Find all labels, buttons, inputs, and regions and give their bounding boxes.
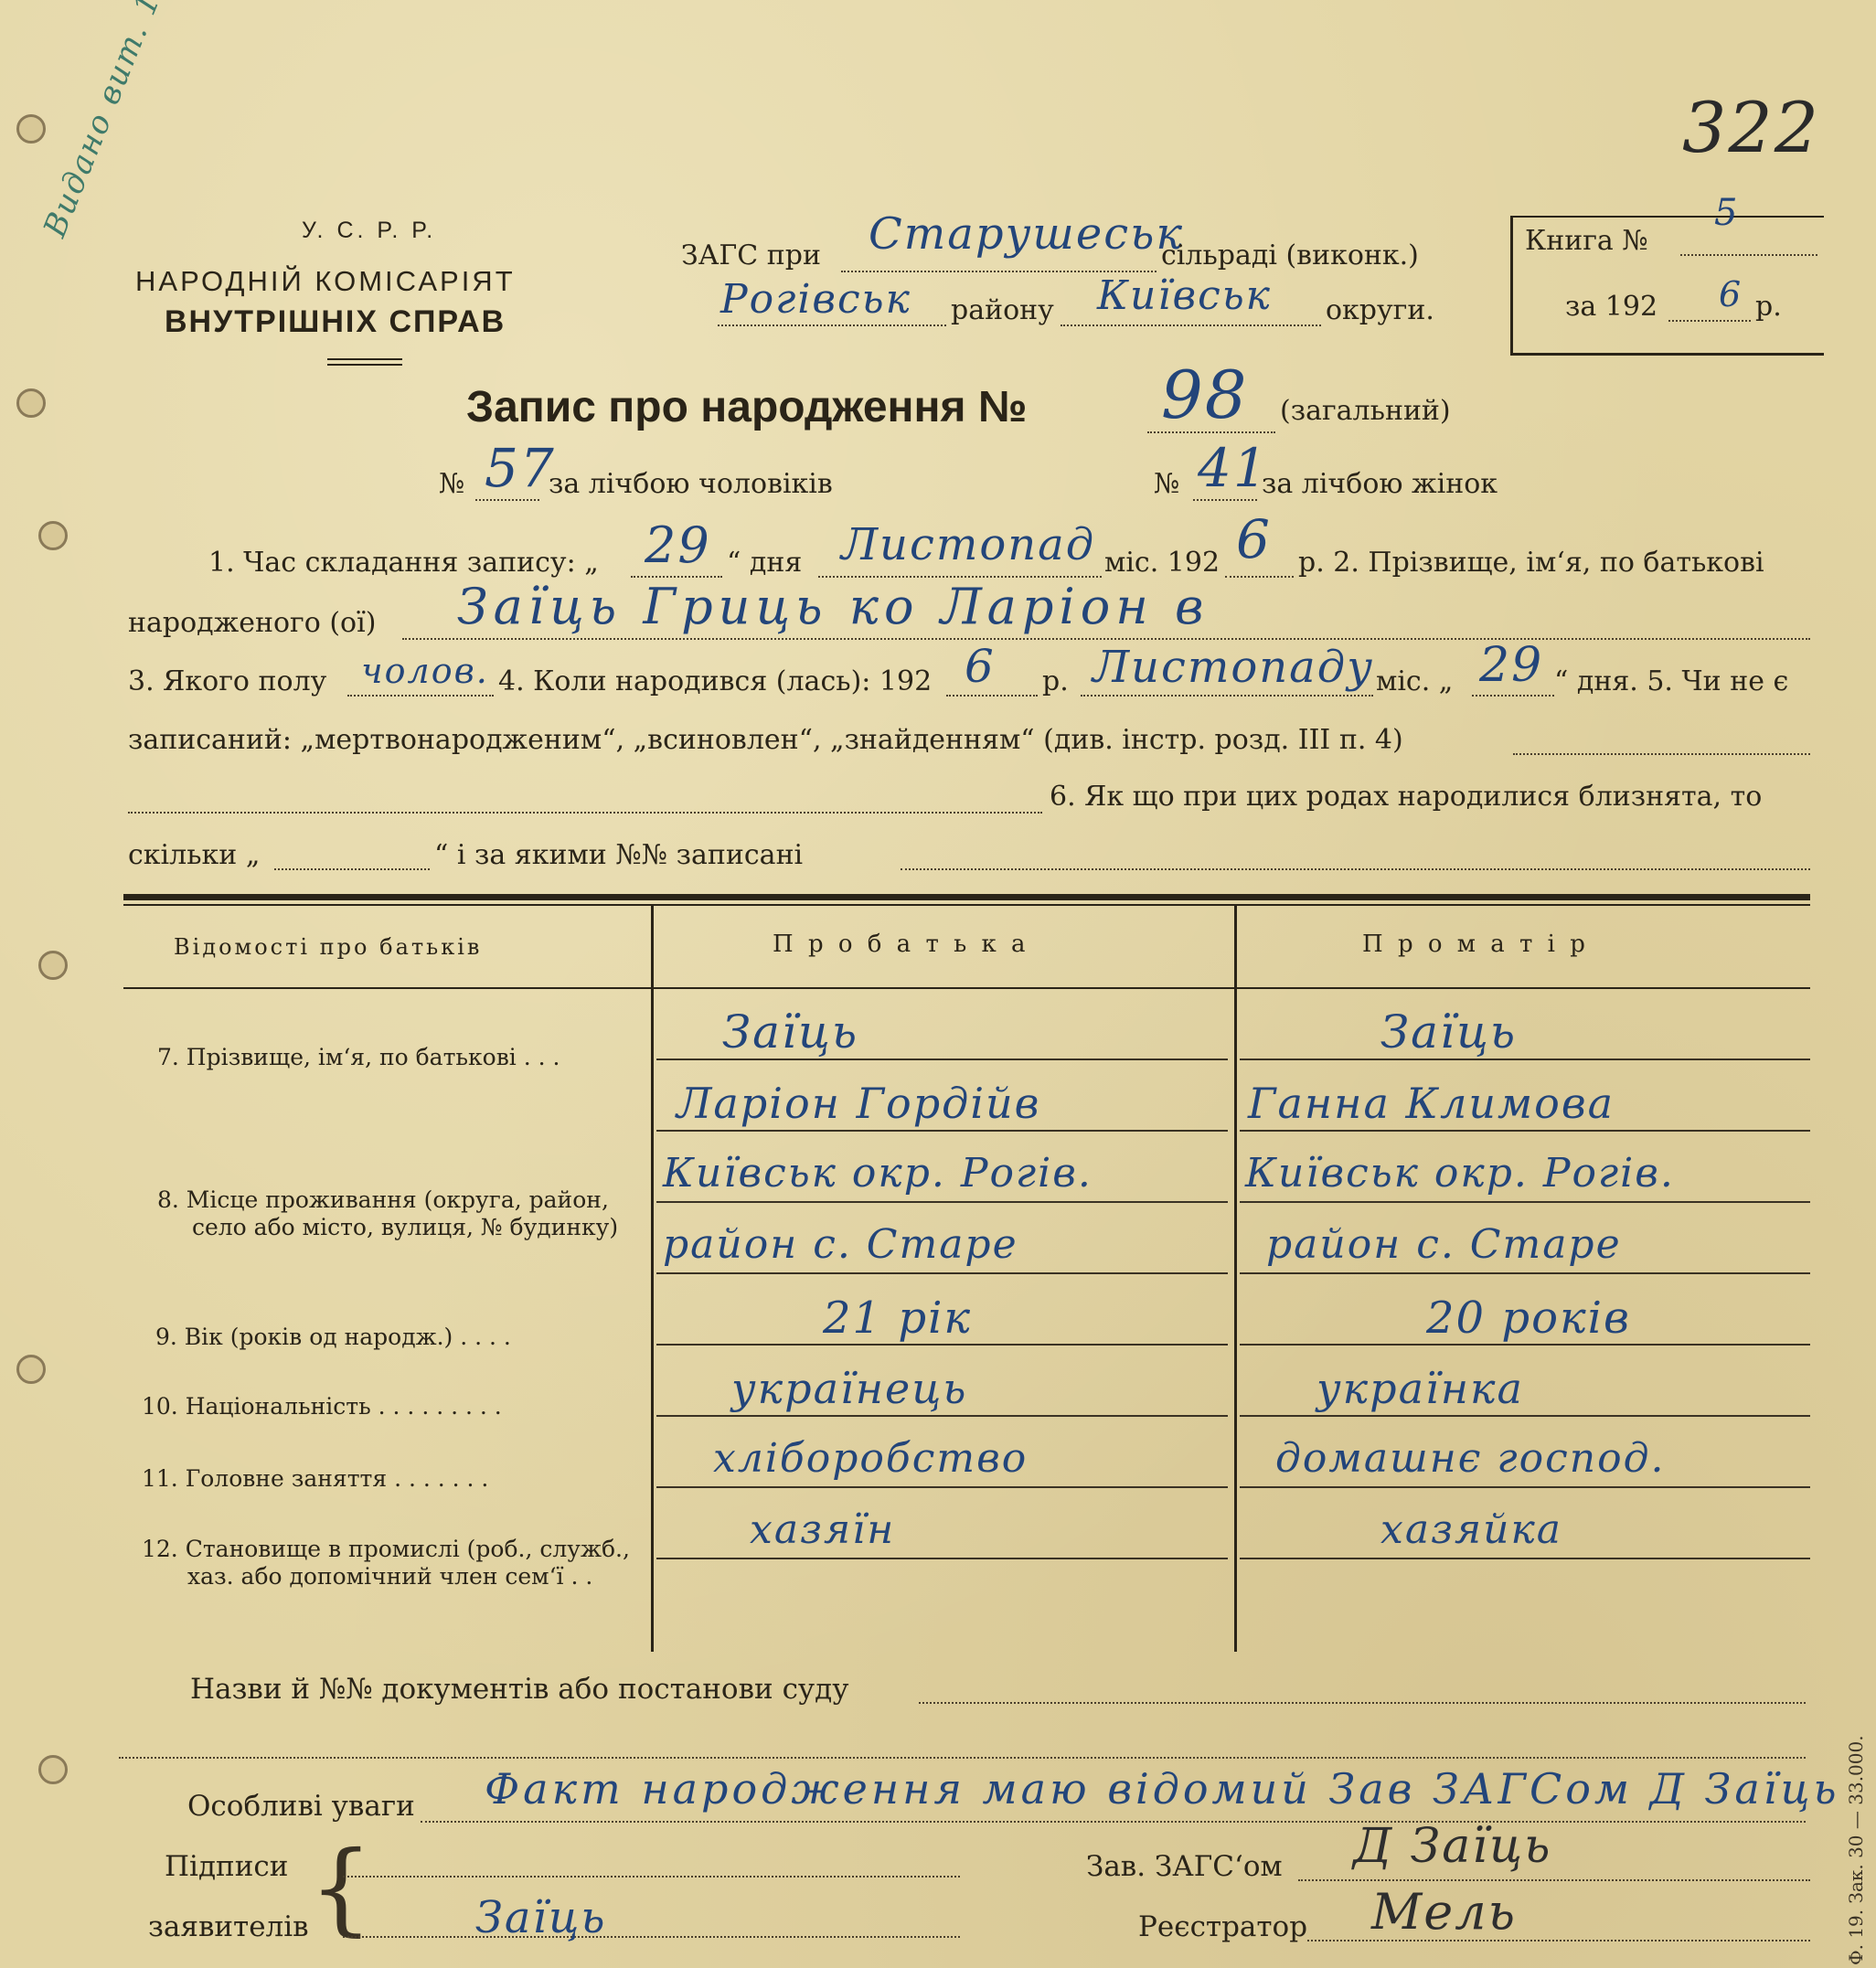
zags-village: Старушеськ [869,208,1184,260]
signatures-label-1: Підписи [165,1850,289,1883]
ruled-line [656,1558,1228,1559]
row6-count-line [274,868,430,870]
table-col-divider [1234,906,1237,1652]
row5-line [128,812,1042,814]
zags-okruha: Київськ [1097,272,1272,319]
row3-day-line [1472,695,1554,697]
father-surname: Заїць [722,1005,859,1058]
okruha-label: округи. [1326,294,1434,326]
row1-label-c: міс. 192 [1104,547,1220,579]
row6-label-a: скільки „ [128,839,261,871]
mother-occupation: домашнє господ. [1275,1435,1666,1482]
female-count-label: за лічбою жінок [1262,468,1498,500]
book-number-line [1680,254,1817,256]
okruha-line [1061,324,1321,326]
notes-line [421,1821,1806,1823]
ruled-line [656,1486,1228,1488]
row9-label: 9. Вік (років од народж.) . . . . [155,1324,511,1350]
applicant-sig-line-1 [343,1876,960,1878]
district-line [718,324,946,326]
female-count-prefix: № [1154,468,1180,500]
registrar-label: Реєстратор [1138,1910,1308,1943]
header-rule [327,358,402,360]
zags-council: сільраді (виконк.) [1161,239,1419,271]
birth-month: Листопаду [1093,642,1375,693]
book-year-label: за 192 [1565,291,1658,323]
notes-label: Особливі уваги [187,1790,415,1823]
row6-line [901,868,1810,870]
row6-label-b: “ і за якими №№ записані [434,839,804,871]
mother-surname: Заїць [1380,1005,1518,1058]
row2-label: народженого (ої) [128,607,377,639]
table-top-rule-thin [123,904,1810,906]
mother-nationality: українка [1316,1364,1524,1413]
ruled-line [1240,1272,1810,1274]
row3-label-e: “ дня. 5. Чи не є [1554,665,1789,697]
ruled-line [1240,1415,1810,1417]
table-top-rule [123,894,1810,900]
header-rule [327,364,402,366]
district-label: району [951,294,1054,326]
birth-day: 29 [1479,638,1544,693]
ruled-line [1240,1201,1810,1203]
ruled-line [656,1201,1228,1203]
head-signature: Д Заїць [1353,1819,1552,1874]
punch-hole [38,1755,68,1784]
signatures-label-2: заявителів [148,1910,309,1943]
documents-line-2 [119,1757,1806,1759]
header-commissariat: НАРОДНІЙ КОМІСАРІЯТ [135,265,516,297]
row4-text: записаний: „мертвонародженим“, „всиновлен“, „знайденням“ (див. інстр. розд. III п. 4) [128,724,1403,756]
record-number: 98 [1161,356,1249,433]
record-number-suffix: (загальний) [1280,395,1451,427]
row12-label-2: хаз. або допомічний член сем‘ї . . [187,1563,593,1590]
book-number: 5 [1714,192,1740,234]
head-label: Зав. ЗАГС‘ом [1086,1850,1283,1883]
ruled-line [1240,1058,1810,1060]
row3-label-a: 3. Якого полу [128,665,327,697]
row7-label: 7. Прізвище, ім‘я, по батькові . . . [157,1044,560,1070]
ruled-line [1240,1486,1810,1488]
mother-place-1: Київськ окр. Рогів. [1245,1150,1675,1197]
book-year-line [1668,320,1751,322]
ruled-line [656,1415,1228,1417]
row12-label-1: 12. Становище в промислі (роб., служб., [142,1536,630,1562]
row8-label-1: 8. Місце проживання (округа, район, [157,1186,609,1213]
mother-age: 20 років [1426,1292,1631,1344]
mother-place-2: район с. Старе [1266,1221,1622,1268]
applicant-signature: Заїць [475,1892,607,1943]
header-republic: У. С. Р. Р. [302,218,437,243]
male-count-line [475,499,539,501]
father-position: хазяїн [750,1506,896,1553]
punch-hole [16,1355,46,1384]
father-place-1: Київськ окр. Рогів. [663,1150,1093,1197]
ruled-line [656,1130,1228,1132]
ruled-line [656,1344,1228,1346]
female-count-value: 41 [1198,437,1269,499]
ruled-line [1240,1344,1810,1346]
row11-label: 11. Головне заняття . . . . . . . [142,1465,489,1492]
row1-day: 29 [645,516,711,574]
row8-label-2: село або місто, вулиця, № будинку) [192,1214,619,1240]
row3-label-c: р. [1042,665,1069,697]
book-year-digit: 6 [1719,274,1743,314]
row3-year-line [946,695,1038,697]
father-place-2: район с. Старе [663,1221,1018,1268]
punch-hole [16,388,46,418]
row1-label-b: “ дня [727,547,803,579]
mother-name: Ганна Климова [1248,1079,1615,1128]
father-occupation: хліборобство [713,1435,1029,1482]
row1-year: 6 [1236,508,1272,570]
child-sex: чолов. [361,651,489,691]
col-header-mother: П р о м а т і р [1362,931,1589,958]
documents-label: Назви й №№ документів або постанови суду [190,1673,849,1706]
table-col-divider [651,906,654,1652]
father-name: Ларіон Гордійв [677,1079,1041,1128]
notes-value: Факт народження маю відомий Зав ЗАГСом Д Заїць [485,1764,1840,1814]
ruled-line [656,1058,1228,1060]
birth-year: 6 [965,640,996,693]
zags-district: Рогівськ [720,276,911,323]
female-count-line [1193,499,1257,501]
documents-line [919,1702,1806,1704]
zags-prefix: ЗАГС при [681,239,821,271]
ruled-line [656,1272,1228,1274]
book-label: Книга № [1525,225,1648,257]
col-header-parents: Відомості про батьків [174,934,483,960]
book-year-suffix: р. [1755,291,1782,323]
record-title: Запис про народження № [466,383,1028,431]
punch-hole [38,521,68,550]
punch-hole [38,951,68,980]
ruled-line [1240,1130,1810,1132]
corner-number: 322 [1682,87,1821,168]
row1-label-d: р. 2. Прізвище, ім‘я, по батькові [1298,547,1764,579]
row1-year-line [1225,576,1294,578]
male-count-label: за лічбою чоловіків [549,468,833,500]
registrar-signature: Мель [1371,1883,1518,1941]
male-count-value: 57 [485,437,556,499]
signatures-brace: { [309,1829,373,1946]
head-sig-line [1298,1879,1810,1881]
ruled-line [1240,1558,1810,1559]
applicant-sig-line-2 [343,1936,960,1938]
header-ministry: ВНУТРІШНІХ СПРАВ [165,304,506,339]
row5-text: 6. Як що при цих родах народилися близнята, то [1050,781,1763,813]
row3-month-line [1081,695,1373,697]
side-print: Ф. 19. Зак. 30 — 33.000. [1845,1735,1867,1965]
child-full-name: Заїць Гриць ко Ларіон в [457,578,1210,635]
father-age: 21 рік [823,1292,973,1344]
row4-line [1513,753,1810,755]
father-nationality: українець [731,1364,968,1413]
row1-month: Листопад [841,519,1096,570]
row3-sex-line [347,695,494,697]
mother-position: хазяйка [1380,1506,1563,1553]
row1-label-a: 1. Час складання запису: „ [208,547,599,579]
row2-line [402,638,1810,640]
row10-label: 10. Національність . . . . . . . . . [142,1393,502,1420]
col-header-father: П р о б а т ь к а [773,931,1029,958]
row3-label-d: міс. „ [1376,665,1454,697]
table-header-rule [123,987,1810,989]
male-count-prefix: № [439,468,465,500]
row3-label-b: 4. Коли народився (лась): 192 [498,665,933,697]
punch-hole [16,114,46,144]
